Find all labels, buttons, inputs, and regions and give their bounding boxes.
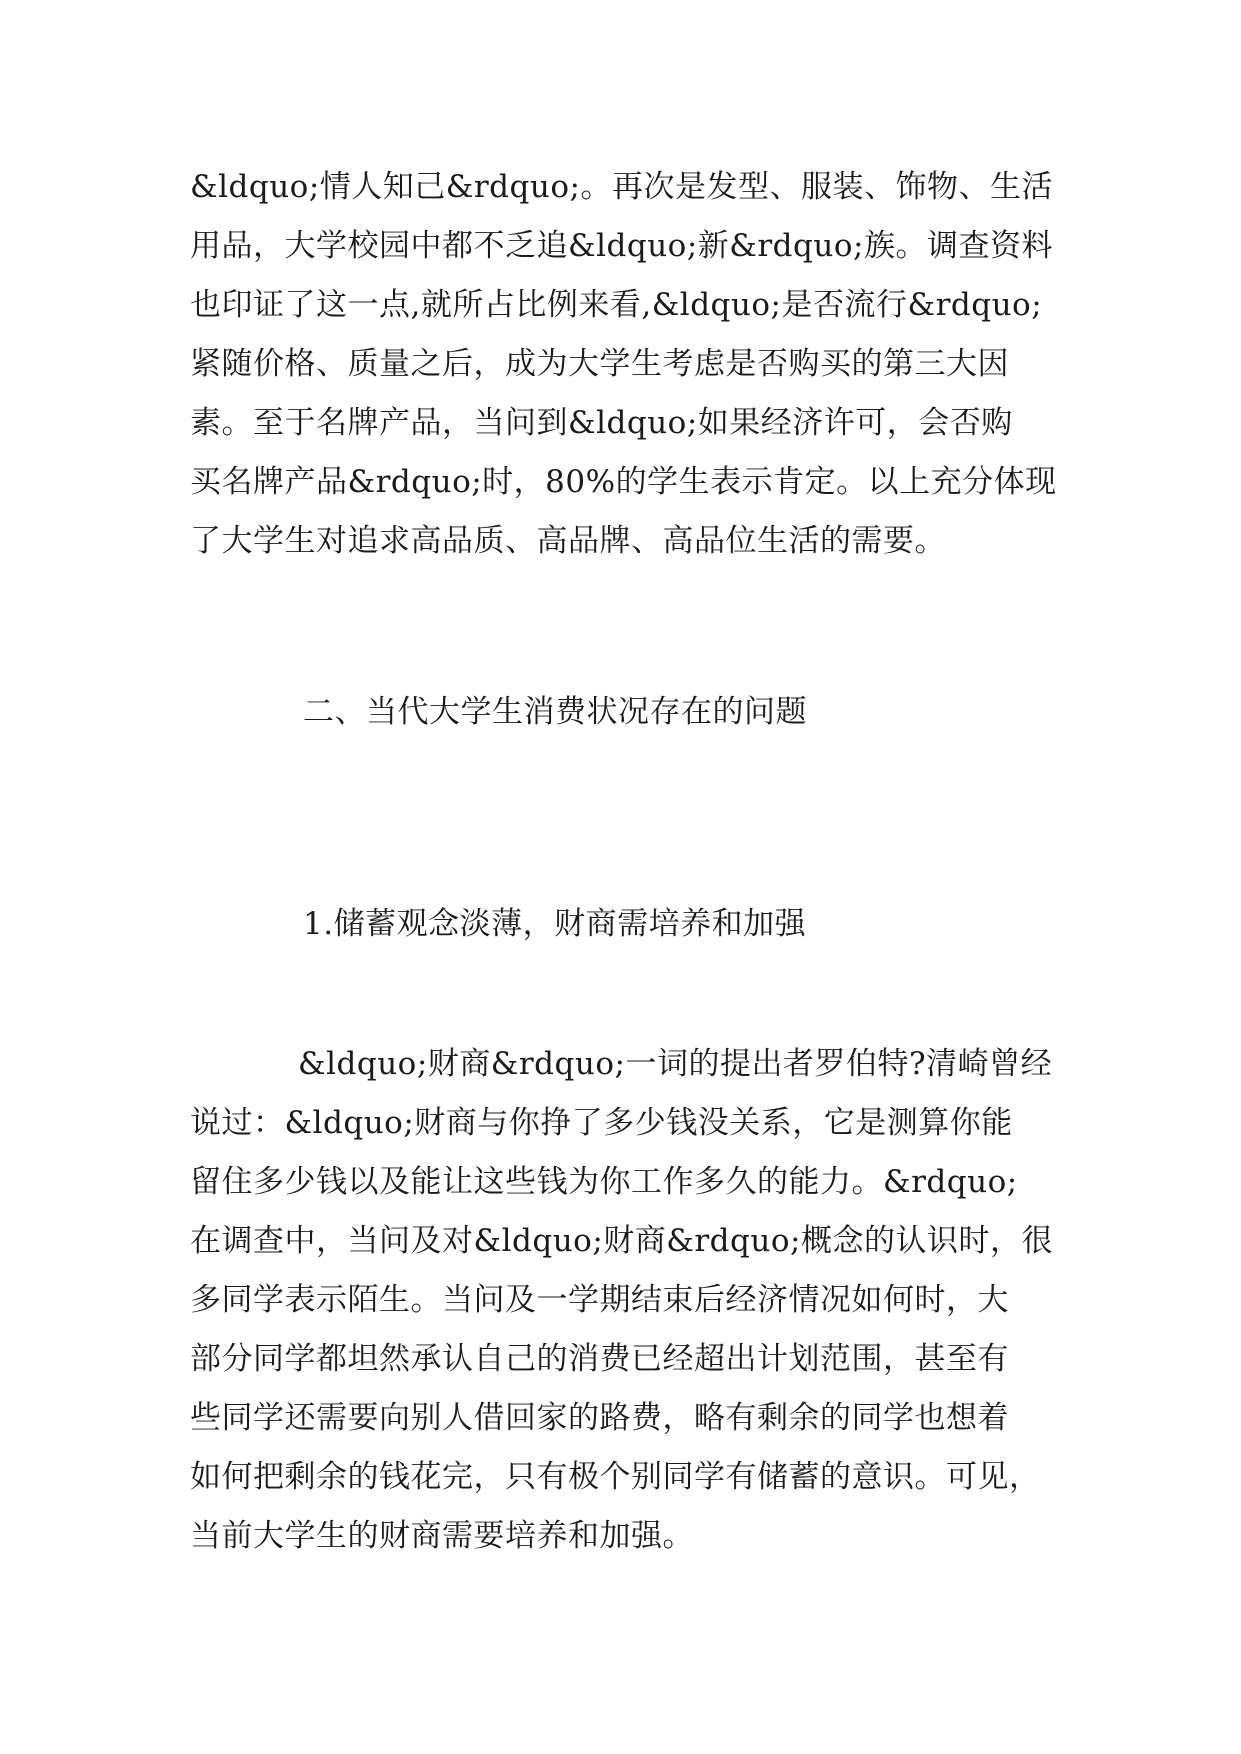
subsection-heading-text: 1.储蓄观念淡薄，财商需培养和加强 <box>303 906 807 942</box>
text-line: 紧随价格、质量之后，成为大学生考虑是否购买的第三大因 <box>190 346 1009 382</box>
section-heading-text: 二、当代大学生消费状况存在的问题 <box>303 694 807 730</box>
text-line: 了大学生对追求高品质、高品牌、高品位生活的需要。 <box>190 523 946 559</box>
text-line: 也印证了这一点,就所占比例来看,&ldquo;是否流行&rdquo; <box>190 287 1043 323</box>
text-line: 买名牌产品&rdquo;时，80%的学生表示肯定。以上充分体现 <box>190 464 1057 500</box>
text-line: 留住多少钱以及能让这些钱为你工作多久的能力。&rdquo; <box>190 1164 1018 1200</box>
section-heading <box>303 683 1053 742</box>
subsection-heading <box>303 895 1053 954</box>
text-line: 部分同学都坦然承认自己的消费已经超出计划范围，甚至有 <box>190 1341 1009 1377</box>
text-line: &ldquo;情人知己&rdquo;。再次是发型、服装、饰物、生活 <box>190 169 1053 205</box>
text-line: &ldquo;财商&rdquo;一词的提出者罗伯特?清崎曾经 <box>298 1046 1053 1082</box>
text-line: 说过：&ldquo;财商与你挣了多少钱没关系，它是测算你能 <box>190 1105 1013 1141</box>
text-line: 当前大学生的财商需要培养和加强。 <box>190 1518 694 1554</box>
text-line: 些同学还需要向别人借回家的路费，略有剩余的同学也想着 <box>190 1400 1009 1436</box>
text-line: 用品，大学校园中都不乏追&ldquo;新&rdquo;族。调查资料 <box>190 228 1053 264</box>
text-line: 多同学表示陌生。当问及一学期结束后经济情况如何时，大 <box>190 1282 1009 1318</box>
text-line: 在调查中，当问及对&ldquo;财商&rdquo;概念的认识时，很 <box>190 1223 1053 1259</box>
body-paragraph <box>190 1035 1060 1566</box>
body-paragraph <box>190 158 1060 571</box>
text-line: 素。至于名牌产品，当问到&ldquo;如果经济许可，会否购 <box>190 405 1013 441</box>
text-line: 如何把剩余的钱花完，只有极个别同学有储蓄的意识。可见， <box>190 1459 1041 1495</box>
